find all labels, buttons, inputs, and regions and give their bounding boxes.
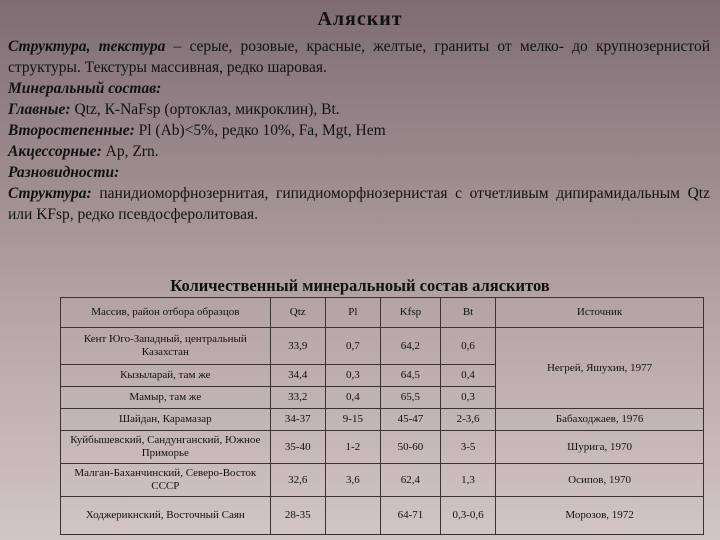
cell-pl: 0,3 (325, 365, 380, 387)
cell-kfsp: 65,5 (380, 387, 440, 409)
cell-bt: 0,4 (440, 365, 495, 387)
cell-source: Шурига, 1970 (496, 431, 704, 464)
cell-pl: 0,4 (325, 387, 380, 409)
cell-bt: 0,3 (440, 387, 495, 409)
header-pl: Pl (325, 298, 380, 328)
mineral-composition-label: Минеральный состав: (8, 80, 162, 97)
cell-qtz: 32,6 (270, 464, 325, 497)
cell-massif: Мамыр, там же (61, 387, 271, 409)
main-minerals-line (8, 99, 710, 120)
cell-qtz: 33,2 (270, 387, 325, 409)
cell-kfsp: 50-60 (380, 431, 440, 464)
cell-qtz: 34-37 (270, 409, 325, 431)
main-minerals-label: Главные: (8, 101, 71, 118)
table-header-row (61, 298, 704, 328)
table-row (61, 431, 704, 464)
cell-qtz: 34,4 (270, 365, 325, 387)
cell-massif: Шайдан, Карамазар (61, 409, 271, 431)
cell-massif: Кент Юго-Западный, центральный Казахстан (61, 328, 271, 365)
table-row (61, 328, 704, 365)
cell-qtz: 35-40 (270, 431, 325, 464)
cell-kfsp: 64,2 (380, 328, 440, 365)
cell-massif: Ходжерикнский, Восточный Саян (61, 497, 271, 535)
structure-label: Структура: (8, 185, 92, 202)
cell-source: Бабаходжаев, 1976 (496, 409, 704, 431)
cell-pl: 0,7 (325, 328, 380, 365)
secondary-minerals-line (8, 120, 710, 141)
cell-bt: 2-3,6 (440, 409, 495, 431)
cell-kfsp: 64-71 (380, 497, 440, 535)
cell-massif: Кызыларай, там же (61, 365, 271, 387)
cell-source: Осипов, 1970 (496, 464, 704, 497)
table-row (61, 409, 704, 431)
cell-kfsp: 45-47 (380, 409, 440, 431)
varieties-line (8, 162, 710, 183)
structure-line (8, 183, 710, 225)
accessory-minerals-text: Ap, Zrn. (101, 143, 159, 160)
cell-massif: Куйбышевский, Сандунганский, Южное Приморье (61, 431, 271, 464)
cell-bt: 0,6 (440, 328, 495, 365)
header-kfsp: Kfsp (380, 298, 440, 328)
cell-source: Негрей, Яшухин, 1977 (496, 328, 704, 409)
structure-text: панидиоморфнозернитая, гипидиоморфнозернистая с отчетливым дипирамидальным Qtz или KFsp, редко псевдосферолитовая. (8, 185, 710, 223)
table-row (61, 464, 704, 497)
cell-source: Морозов, 1972 (496, 497, 704, 535)
structure-texture-text: – серые, розовые, красные, желтые, граниты от мелко- до крупнозернистой структуры. Текстуры массивная, редко шаровая. (8, 38, 710, 76)
structure-texture-label: Структура, текстура (8, 38, 166, 55)
cell-kfsp: 62,4 (380, 464, 440, 497)
structure-texture-line (8, 36, 710, 78)
varieties-label: Разновидности: (8, 164, 120, 181)
accessory-minerals-label: Акцессорные: (8, 143, 102, 160)
table-row (61, 497, 704, 535)
mineral-composition-line (8, 78, 710, 99)
cell-bt: 3-5 (440, 431, 495, 464)
mineral-composition-table (60, 297, 704, 535)
page-title: Аляскит (317, 8, 403, 30)
header-source: Источник (496, 298, 704, 328)
secondary-minerals-text: Pl (Ab)<5%, редко 10%, Fa, Mgt, Hem (134, 122, 386, 139)
cell-pl: 3,6 (325, 464, 380, 497)
cell-bt: 0,3-0,6 (440, 497, 495, 535)
cell-pl: 9-15 (325, 409, 380, 431)
cell-qtz: 28-35 (270, 497, 325, 535)
cell-kfsp: 64,5 (380, 365, 440, 387)
accessory-minerals-line (8, 141, 710, 162)
main-minerals-text: Qtz, К-NaFsp (ортоклаз, микроклин), Bt. (70, 101, 340, 118)
secondary-minerals-label: Второстепенные: (8, 122, 135, 139)
cell-bt: 1,3 (440, 464, 495, 497)
table-title: Количественный минеральноый состав аляскитов (170, 276, 550, 295)
cell-qtz: 33,9 (270, 328, 325, 365)
cell-pl: 1-2 (325, 431, 380, 464)
description-block (8, 36, 710, 225)
header-qtz: Qtz (270, 298, 325, 328)
cell-massif: Малган-Баханчинский, Северо-Восток СССР (61, 464, 271, 497)
cell-pl (325, 497, 380, 535)
header-massif: Массив, район отбора образцов (61, 298, 271, 328)
header-bt: Bt (440, 298, 495, 328)
